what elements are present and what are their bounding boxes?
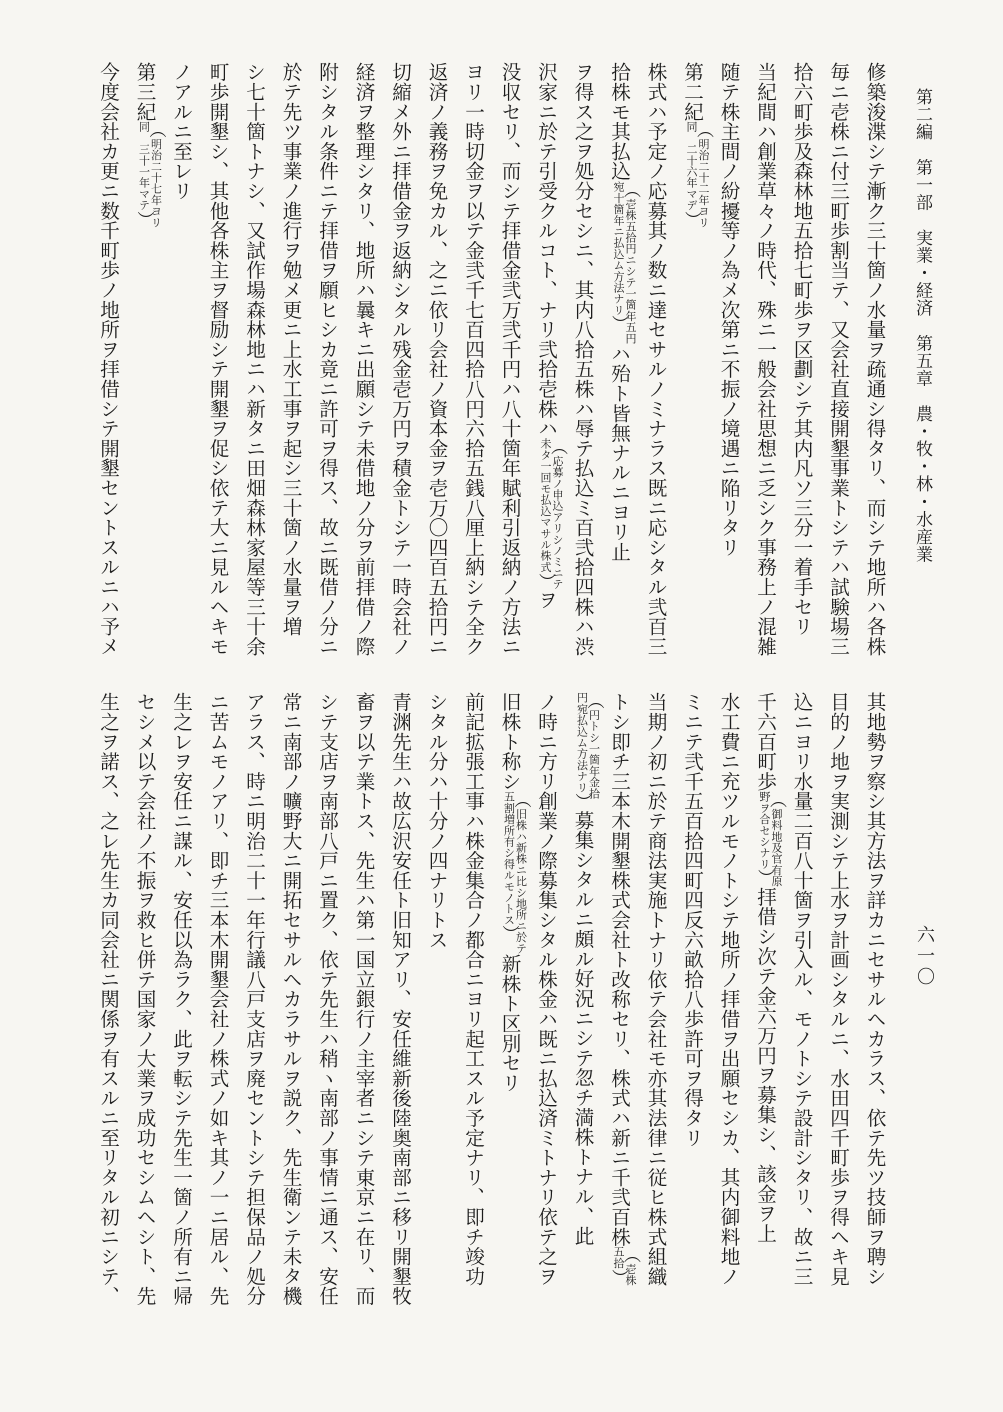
text-run: 募集シタルニ頗ル好況ニシテ忽チ満株トナル、此 <box>571 810 594 1246</box>
text-column <box>386 62 414 656</box>
text-column <box>313 62 341 656</box>
text-column <box>751 692 783 1243</box>
text-run: 経済ヲ整理シタリ、地所ハ曩キニ出願シテ未借地ノ分ヲ前拝借ノ際 <box>352 62 375 656</box>
page-number: 六一〇 <box>914 925 935 988</box>
note-line: （ 明治二十七年ヨリ <box>150 121 162 228</box>
text-column <box>349 62 377 656</box>
text-column <box>130 62 162 228</box>
text-column <box>860 62 888 656</box>
text-run: 株式ハ予定ノ応募其ノ数ニ達セサルノミナラス既ニ応シタル弐百三 <box>644 62 667 656</box>
text-run: ヲ得ス之ヲ処分セシニ、其内八拾五株ハ辱テ払込ミ百弐拾四株ハ渋 <box>571 62 594 656</box>
text-column <box>94 62 122 656</box>
text-run: トシ即チ三本木開墾株式会社ト改称セリ、株式ハ新ニ千弐百株 <box>607 692 631 1247</box>
text-column <box>532 692 560 1286</box>
text-column <box>860 692 888 1286</box>
note-line: （ 明治二十二年ヨリ <box>697 121 709 228</box>
text-column <box>240 692 268 1306</box>
text-run: 常ニ南部ノ曠野大ニ開拓セサルヘカラサルヲ説ク、先生衛ンテ未タ機 <box>279 692 302 1306</box>
note-line: （ 御料地及官有原 <box>770 791 782 887</box>
text-column <box>568 62 596 656</box>
running-header: 第二編 第一部 実業・経済 第五章 農・牧・林・水産業 <box>912 88 932 564</box>
text-column <box>94 692 122 1306</box>
text-column <box>532 62 564 610</box>
text-column <box>276 692 304 1306</box>
text-run: 今度会社カ更ニ数千町歩ノ地所ヲ拝借シテ開墾セントスルニハ予メ <box>96 62 120 656</box>
text-column <box>641 62 669 656</box>
text-column <box>459 692 487 1286</box>
text-run: ハ殆ト皆無ナルニヨリ止 <box>607 343 631 562</box>
text-run: 第二紀 <box>680 62 704 122</box>
text-run: 生之ヲ諾ス、之レ先生カ同会社ニ関係ヲ有スルニ至リタル初ニシテ、 <box>96 692 120 1306</box>
text-column <box>714 62 742 557</box>
inline-annotation <box>539 438 563 590</box>
text-column <box>276 62 304 636</box>
text-run: 込ニヨリ水量二百八十箇ヲ引入ル、モノトシテ設計シタリ、故ニ三 <box>790 692 813 1286</box>
inline-annotation <box>576 692 600 810</box>
text-column <box>167 692 195 1306</box>
text-column <box>714 692 742 1286</box>
text-column <box>167 62 195 201</box>
text-run: 新株ト区別セリ <box>498 953 521 1093</box>
text-column <box>678 62 710 228</box>
text-run: 其地勢ヲ察シ其方法ヲ詳カニセサルヘカラス、依テ先ツ技師ヲ聘シ <box>863 692 886 1286</box>
text-column <box>313 692 341 1306</box>
note-line: 五拾 ） <box>612 1246 624 1286</box>
text-run: シタル分ハ十分ノ四ナリトス <box>425 692 448 950</box>
note-line: 宛十箇年ニ払込ム方法ナリ ） <box>612 181 624 344</box>
text-run: 旧株ト称シ <box>498 692 521 791</box>
text-run: 目的ノ地ヲ実測シテ上水ヲ計画シタルニ、水田四千町歩ヲ得ヘキ見 <box>826 692 850 1286</box>
text-column <box>824 692 852 1286</box>
text-run: 拾株モ其払込 <box>607 62 631 181</box>
text-column <box>349 692 377 1306</box>
text-column <box>203 62 231 656</box>
text-run: 没収セリ、而シテ拝借金弐万弐千円ハ八十箇年賦利引返納ノ方法ニ <box>498 62 521 656</box>
note-line: （ 円トシ一箇年金拾 <box>588 692 600 810</box>
text-run: 沢家ニ於テ引受クルコト、ナリ弐拾壱株ハ <box>534 62 558 439</box>
inline-annotation <box>138 121 162 228</box>
text-run: 千六百町歩 <box>753 692 777 791</box>
text-run: シ七十箇トナシ、又試作場森林地ニハ新タニ田畑森林家屋等三十余 <box>242 62 266 656</box>
note-line: 同 二十六年マデ ） <box>685 121 697 228</box>
text-run: ノアルニ至レリ <box>169 62 193 201</box>
text-column <box>240 62 268 656</box>
note-line: （ 壱株 <box>624 1246 636 1286</box>
text-run: 町歩開墾シ、其他各株主ヲ督励シテ開墾ヲ促シ依テ大ニ見ルヘキモ <box>206 62 229 656</box>
text-run: 当紀間ハ創業草々ノ時代、殊ニ一般会社思想ニ乏シク事務上ノ混雑 <box>753 62 777 656</box>
note-line: 円宛払込ム方法ナリ ） <box>576 692 588 810</box>
text-run: ミニテ弐千五百拾四町四反六畝拾八歩許可ヲ得タリ <box>680 692 704 1148</box>
text-column <box>386 692 414 1306</box>
text-run: 水工費ニ充ツルモノトシテ地所ノ拝借ヲ出願セシカ、其内御料地ノ <box>717 692 740 1286</box>
text-column <box>787 62 815 636</box>
inline-annotation <box>758 791 782 887</box>
text-column <box>605 692 637 1286</box>
text-column <box>203 692 231 1306</box>
text-run: 於テ先ツ事業ノ進行ヲ勉メ更ニ上水工事ヲ起シ三十箇ノ水量ヲ増 <box>279 62 302 637</box>
note-line: （ 壱株五拾円ニシテ一箇年五円 <box>624 181 636 344</box>
text-column <box>495 692 527 1092</box>
inline-annotation <box>503 791 527 954</box>
text-run: アラス、時ニ明治二十一年行議八戸支店ヲ廃セントシテ担保品ノ処分 <box>242 692 266 1306</box>
note-line: 同 三十一年マテ ） <box>138 121 150 228</box>
text-column <box>459 62 487 656</box>
text-run: 修築浚渫シテ漸ク三十箇ノ水量ヲ疏通シ得タリ、而シテ地所ハ各株 <box>863 62 886 656</box>
text-run: 拾六町歩及森林地五拾七町歩ヲ区劃シテ其内凡ソ三分一着手セリ <box>790 62 813 637</box>
text-column <box>605 62 637 561</box>
text-run: シテ支店ヲ南部八戸ニ置ク、依テ先生ハ稍ヽ南部ノ事情ニ通ス、安任 <box>315 692 339 1306</box>
text-run: ヲ <box>534 589 558 610</box>
text-run: 附シタル条件ニテ拝借ヲ願ヒシカ竟ニ許可ヲ得ス、故ニ既借ノ分ニ <box>315 62 339 656</box>
text-run: セシメ以テ会社ノ不振ヲ救ヒ併テ国家ノ大業ヲ成功セシムヘシト、先 <box>133 692 156 1306</box>
note-line: 野ヲ合セシナリ ） <box>758 791 770 887</box>
note-line: 五割増所有シ得ルモノトス ） <box>503 791 515 954</box>
note-line: （ 応募ノ申込アリシノミニテ <box>551 438 563 590</box>
text-column <box>130 692 158 1306</box>
text-column <box>751 62 779 656</box>
text-column <box>495 62 523 656</box>
inline-annotation <box>612 181 636 344</box>
text-run: ニ苦ムモノアリ、即チ三本木開墾会社ノ株式ノ如キ其ノ一ニ居ル、先 <box>206 692 229 1306</box>
text-column <box>422 62 450 656</box>
note-line: （ 旧株ハ新株ニ比シ地所ニ於テ <box>515 791 527 954</box>
text-column <box>422 692 450 949</box>
text-run: ヨリ一時切金ヲ以テ金弐千七百四拾八円六拾五銭八厘上納シテ全ク <box>461 62 485 656</box>
text-run: 返済ノ義務ヲ免カル、之ニ依リ会社ノ資本金ヲ壱万〇四百五拾円ニ <box>425 62 448 656</box>
text-column <box>678 692 706 1147</box>
inline-annotation <box>612 1246 636 1286</box>
inline-annotation <box>685 121 709 228</box>
text-column <box>787 692 815 1286</box>
text-run: 随テ株主間ノ紛擾等ノ為メ次第ニ不振ノ境遇ニ陥リタリ <box>717 62 740 557</box>
text-column <box>824 62 852 656</box>
text-run: 拝借シ次テ金六万円ヲ募集シ、該金ヲ上 <box>753 886 777 1244</box>
text-run: 生之レヲ安任ニ謀ル、安任以為ラク、此ヲ転シテ先生一箇ノ所有ニ帰 <box>169 692 193 1306</box>
text-run: 青渊先生ハ故広沢安任ト旧知アリ、安任維新後陸奥南部ニ移リ開墾牧 <box>388 692 412 1306</box>
text-run: 当期ノ初ニ於テ商法実施トナリ依テ会社モ亦其法律ニ従ヒ株式組織 <box>644 692 667 1286</box>
text-column <box>641 692 669 1286</box>
text-run: 毎ニ壱株ニ付三町歩割当テ、又会社直接開墾事業トシテハ試験場三 <box>826 62 850 656</box>
text-run: 前記拡張工事ハ株金集合ノ都合ニヨリ起工スル予定ナリ、即チ竣功 <box>461 692 485 1286</box>
text-run: ノ時ニ方リ創業ノ際募集シタル株金ハ既ニ払込済ミトナリ依テ之ヲ <box>534 692 558 1286</box>
text-run: 第三紀 <box>133 62 156 122</box>
note-line: 未タ一回モ払込マサル株式 ） <box>539 438 551 590</box>
text-run: 切縮メ外ニ拝借金ヲ返納シタル残金壱万円ヲ積金トシテ一時会社ノ <box>388 62 412 656</box>
text-run: 畜ヲ以テ業トス、先生ハ第一国立銀行ノ主宰者ニシテ東京ニ在リ、而 <box>352 692 375 1306</box>
text-column <box>568 692 600 1246</box>
